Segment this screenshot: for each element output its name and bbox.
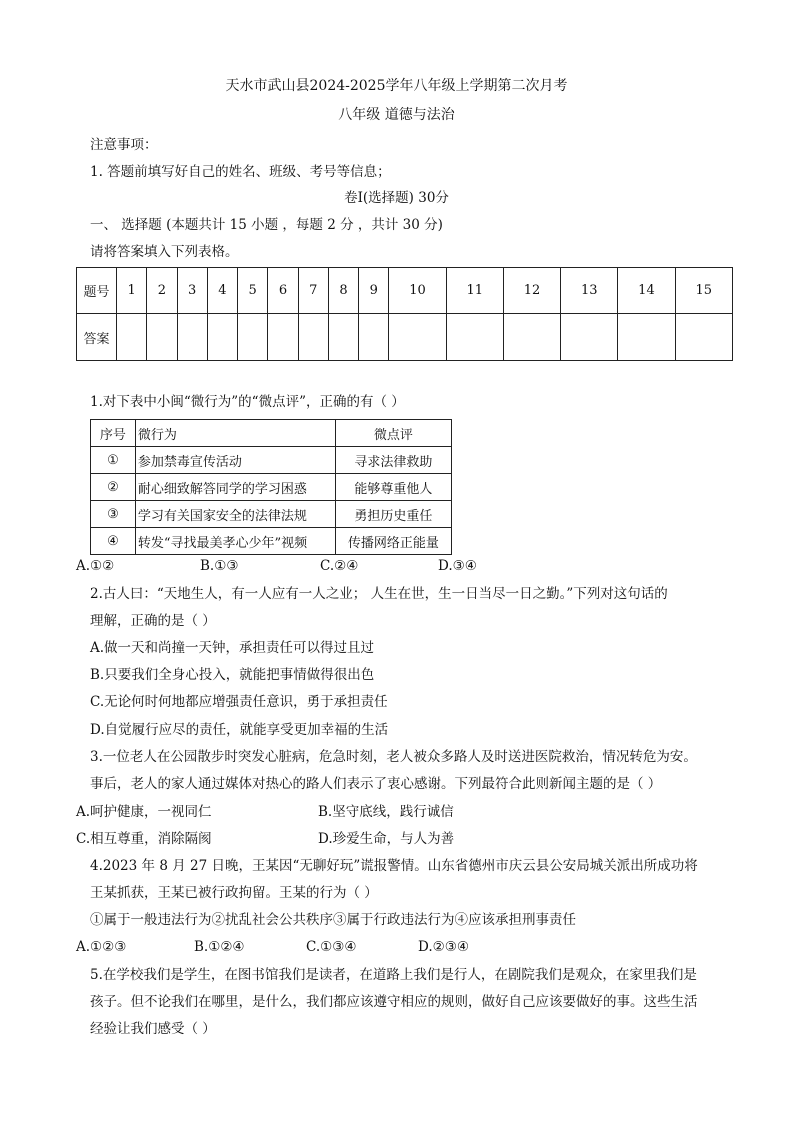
answer-cell[interactable]	[238, 314, 268, 361]
q1-row-action: 参加禁毒宣传活动	[135, 447, 335, 474]
volume-heading: 卷Ⅰ(选择题) 30分	[344, 190, 449, 206]
q3-option-b[interactable]: B.坚守底线，践行诚信	[318, 804, 454, 820]
q2-option-c[interactable]: C.无论何时何地都应增强责任意识，勇于承担责任	[90, 694, 388, 710]
answer-cell[interactable]	[389, 314, 446, 361]
q1-header-comment: 微点评	[335, 420, 451, 447]
question-number: 3	[177, 268, 207, 314]
question-number: 10	[389, 268, 446, 314]
q4-stem-line2: 王某抓获，王某已被行政拘留。王某的行为（ ）	[90, 885, 378, 901]
answer-table-number-row	[77, 268, 733, 314]
question-number: 9	[359, 268, 389, 314]
q2-option-a[interactable]: A.做一天和尚撞一天钟，承担责任可以得过且过	[90, 640, 375, 656]
q5-stem-line3: 经验让我们感受（ ）	[90, 1021, 216, 1037]
question-number: 13	[561, 268, 618, 314]
question-number: 2	[147, 268, 177, 314]
q1-row-comment: 传播网络正能量	[335, 528, 451, 555]
question-number: 12	[503, 268, 560, 314]
question-number-label: 题号	[77, 268, 117, 314]
answer-table-answer-row	[77, 314, 733, 361]
question-number: 4	[207, 268, 237, 314]
q1-option-d[interactable]: D.③④	[438, 558, 477, 574]
q3-option-c[interactable]: C.相互尊重，消除隔阂	[76, 831, 212, 847]
q4-option-d[interactable]: D.②③④	[418, 939, 469, 955]
q1-row-comment: 能够尊重他人	[335, 474, 451, 501]
q5-stem-line1: 5.在学校我们是学生，在图书馆我们是读者，在道路上我们是行人，在剧院我们是观众，在家里我们是	[90, 967, 697, 983]
q2-stem-line2: 理解，正确的是（ ）	[90, 613, 216, 629]
q1-row-index: ④	[91, 528, 136, 555]
answer-label: 答案	[77, 314, 117, 361]
q1-table-row	[91, 528, 452, 555]
q3-option-a[interactable]: A.呵护健康，一视同仁	[76, 804, 212, 820]
notice-heading: 注意事项：	[90, 137, 158, 153]
answer-cell[interactable]	[298, 314, 328, 361]
q3-stem-line1: 3.一位老人在公园散步时突发心脏病，危急时刻，老人被众多路人及时送进医院救治，情况转危为安。	[90, 749, 697, 765]
q1-option-c[interactable]: C.②④	[320, 558, 359, 574]
exam-subtitle: 八年级 道德与法治	[338, 107, 455, 123]
answer-cell[interactable]	[117, 314, 147, 361]
answer-cell[interactable]	[207, 314, 237, 361]
question-number: 11	[446, 268, 503, 314]
answer-cell[interactable]	[147, 314, 177, 361]
answer-cell[interactable]	[268, 314, 298, 361]
q4-statements: ①属于一般违法行为②扰乱社会公共秩序③属于行政违法行为④应该承担刑事责任	[90, 912, 576, 928]
q1-row-index: ③	[91, 501, 136, 528]
question-number: 6	[268, 268, 298, 314]
answer-cell[interactable]	[177, 314, 207, 361]
q2-stem-line1: 2.古人曰：“天地生人，有一人应有一人之业； 人生在世，生一日当尽一日之勤。”下列对这句话的	[90, 586, 668, 602]
question-number: 8	[328, 268, 358, 314]
q3-stem-line2: 事后，老人的家人通过媒体对热心的路人们表示了衷心感谢。下列最符合此则新闻主题的是（ ）	[90, 776, 662, 792]
q1-table-row	[91, 501, 452, 528]
q1-table	[90, 419, 452, 555]
section-heading: 一、 选择题 (本题共计 15 小题 ，每题 2 分 ，共计 30 分)	[90, 217, 443, 233]
q1-row-index: ②	[91, 474, 136, 501]
q4-option-b[interactable]: B.①②④	[194, 939, 245, 955]
q1-row-action: 耐心细致解答同学的学习困惑	[135, 474, 335, 501]
q5-stem-line2: 孩子。但不论我们在哪里，是什么，我们都应该遵守相应的规则，做好自己应该要做好的事。这些生活	[90, 994, 698, 1010]
q4-stem-line1: 4.2023 年 8 月 27 日晚，王某因“无聊好玩”谎报警情。山东省德州市庆云县公安局城关派出所成功将	[90, 858, 698, 874]
notice-item: 1. 答题前填写好自己的姓名、班级、考号等信息；	[90, 164, 391, 180]
q1-row-action: 学习有关国家安全的法律法规	[135, 501, 335, 528]
exam-title: 天水市武山县2024-2025学年八年级上学期第二次月考	[225, 78, 568, 94]
section-instruction: 请将答案填入下列表格。	[90, 244, 239, 260]
answer-cell[interactable]	[359, 314, 389, 361]
q1-option-b[interactable]: B.①③	[200, 558, 239, 574]
q1-row-comment: 寻求法律救助	[335, 447, 451, 474]
q3-option-d[interactable]: D.珍爱生命，与人为善	[318, 831, 455, 847]
q1-option-a[interactable]: A.①②	[76, 558, 115, 574]
q4-option-c[interactable]: C.①③④	[306, 939, 357, 955]
answer-cell[interactable]	[618, 314, 675, 361]
q2-option-d[interactable]: D.自觉履行应尽的责任，就能享受更加幸福的生活	[90, 722, 389, 738]
question-number: 1	[117, 268, 147, 314]
answer-cell[interactable]	[503, 314, 560, 361]
q1-row-comment: 勇担历史重任	[335, 501, 451, 528]
answer-cell[interactable]	[446, 314, 503, 361]
q1-table-row	[91, 447, 452, 474]
q1-row-action: 转发“寻找最美孝心少年”视频	[135, 528, 335, 555]
q1-stem: 1.对下表中小闽“微行为”的“微点评”，正确的有（ ）	[90, 394, 405, 410]
question-number: 15	[675, 268, 732, 314]
question-number: 14	[618, 268, 675, 314]
answer-table	[76, 267, 733, 361]
q4-option-a[interactable]: A.①②③	[76, 939, 127, 955]
q1-table-row	[91, 474, 452, 501]
question-number: 7	[298, 268, 328, 314]
q1-header-action: 微行为	[135, 420, 335, 447]
q1-header-index: 序号	[91, 420, 136, 447]
question-number: 5	[238, 268, 268, 314]
q1-table-header	[91, 420, 452, 447]
q1-row-index: ①	[91, 447, 136, 474]
answer-cell[interactable]	[561, 314, 618, 361]
answer-cell[interactable]	[675, 314, 732, 361]
q2-option-b[interactable]: B.只要我们全身心投入，就能把事情做得很出色	[90, 667, 375, 683]
answer-cell[interactable]	[328, 314, 358, 361]
